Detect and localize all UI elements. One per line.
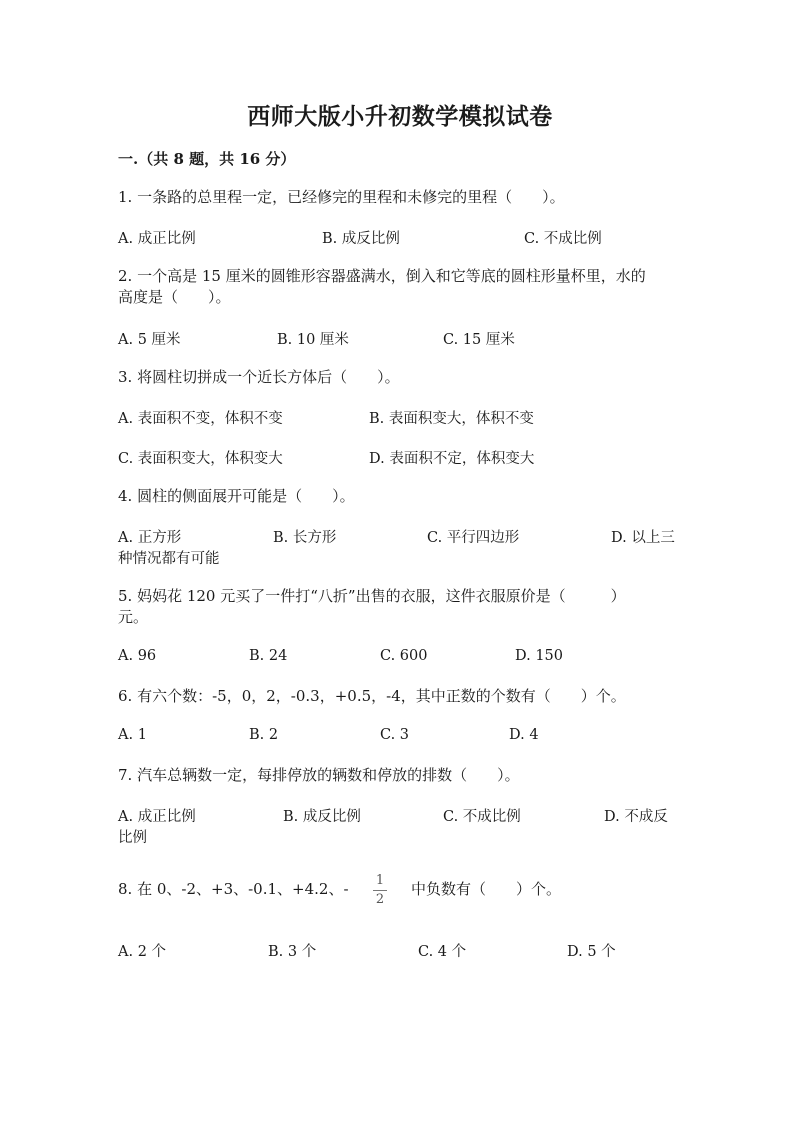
question-2-option-a: A. 5 厘米 bbox=[118, 332, 181, 348]
question-6-option-b: B. 2 bbox=[249, 727, 279, 743]
question-2-text-line-1: 2. 一个高是 15 厘米的圆锥形容器盛满水，倒入和它等底的圆柱形量杯里，水的 bbox=[118, 267, 646, 285]
question-3-option-d: D. 表面积不定，体积变大 bbox=[369, 451, 535, 467]
question-6-option-a: A. 1 bbox=[118, 727, 147, 743]
question-5-option-b: B. 24 bbox=[249, 648, 288, 664]
question-6-text: 6. 有六个数：-5，0，2，-0.3，+0.5，-4，其中正数的个数有（ ）个。 bbox=[118, 687, 626, 705]
question-5-option-d: D. 150 bbox=[515, 648, 564, 664]
question-8-text-part-1: 8. 在 0、-2、+3、-0.1、+4.2、- bbox=[118, 880, 349, 898]
question-7-option-a: A. 成正比例 bbox=[118, 809, 196, 825]
question-2-option-b: B. 10 厘米 bbox=[277, 332, 349, 348]
question-7-option-c: C. 不成比例 bbox=[443, 809, 521, 825]
question-1-option-a: A. 成正比例 bbox=[118, 231, 196, 247]
question-2-option-c: C. 15 厘米 bbox=[443, 332, 515, 348]
question-4-option-b: B. 长方形 bbox=[273, 530, 337, 546]
question-4-text: 4. 圆柱的侧面展开可能是（ ）。 bbox=[118, 487, 355, 505]
question-8-option-a: A. 2 个 bbox=[118, 944, 167, 960]
question-5-text-line-2: 元。 bbox=[118, 608, 149, 626]
question-4-option-c: C. 平行四边形 bbox=[427, 530, 520, 546]
question-7-option-b: B. 成反比例 bbox=[283, 809, 361, 825]
fraction-bar bbox=[373, 890, 387, 891]
question-6-option-c: C. 3 bbox=[380, 727, 410, 743]
question-3-option-c: C. 表面积变大，体积变大 bbox=[118, 451, 283, 467]
question-5-option-a: A. 96 bbox=[118, 648, 157, 664]
question-1-text: 1. 一条路的总里程一定，已经修完的里程和未修完的里程（ ）。 bbox=[118, 188, 565, 206]
fraction-numerator: 1 bbox=[375, 873, 385, 888]
question-3-text: 3. 将圆柱切拼成一个近长方体后（ ）。 bbox=[118, 368, 400, 386]
question-1-option-b: B. 成反比例 bbox=[322, 231, 400, 247]
question-1-option-c: C. 不成比例 bbox=[524, 231, 602, 247]
question-8-text-part-2: 中负数有（ ）个。 bbox=[411, 880, 562, 898]
question-8-option-c: C. 4 个 bbox=[418, 944, 467, 960]
section-header: 一.（共 8 题，共 16 分） bbox=[118, 150, 296, 168]
question-4-option-d-continued: 种情况都有可能 bbox=[118, 551, 220, 567]
question-2-text-line-2: 高度是（ ）。 bbox=[118, 288, 231, 306]
question-4-option-d: D. 以上三 bbox=[611, 530, 675, 546]
question-7-option-d-continued: 比例 bbox=[118, 830, 147, 846]
fraction-denominator: 2 bbox=[375, 892, 385, 907]
question-7-option-d: D. 不成反 bbox=[604, 809, 668, 825]
question-3-option-a: A. 表面积不变，体积不变 bbox=[118, 411, 283, 427]
question-6-option-d: D. 4 bbox=[509, 727, 539, 743]
question-5-option-c: C. 600 bbox=[380, 648, 428, 664]
page-title: 西师大版小升初数学模拟试卷 bbox=[247, 103, 553, 130]
fraction-one-half bbox=[370, 873, 390, 908]
question-4-option-a: A. 正方形 bbox=[118, 530, 182, 546]
question-8-option-b: B. 3 个 bbox=[268, 944, 317, 960]
question-3-option-b: B. 表面积变大，体积不变 bbox=[369, 411, 534, 427]
question-7-text: 7. 汽车总辆数一定，每排停放的辆数和停放的排数（ ）。 bbox=[118, 766, 520, 784]
question-8-option-d: D. 5 个 bbox=[567, 944, 616, 960]
question-5-text-line-1: 5. 妈妈花 120 元买了一件打“八折”出售的衣服，这件衣服原价是（ ） bbox=[118, 587, 626, 605]
